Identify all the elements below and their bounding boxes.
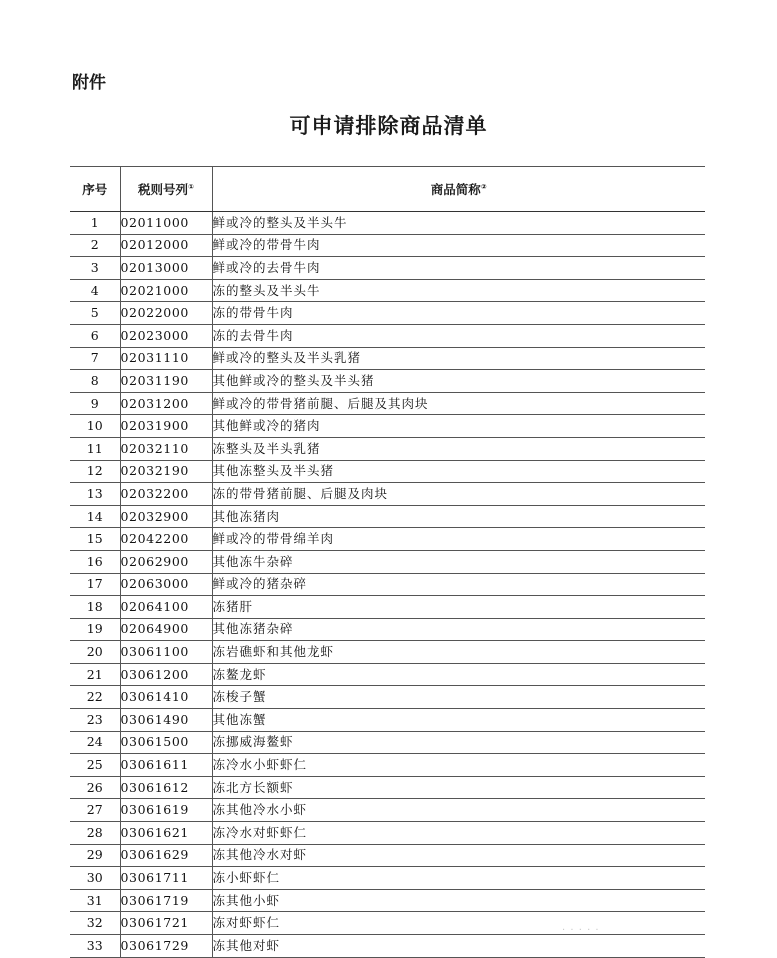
table-row (70, 686, 705, 709)
table-row (70, 324, 705, 347)
watermark: · · · · · (562, 925, 600, 936)
tariff-code-cell: 02021000 (120, 279, 212, 302)
product-name-cell: 冻猪肝 (212, 596, 705, 619)
seq-cell: 13 (70, 483, 120, 506)
tariff-code-cell: 03061410 (120, 686, 212, 709)
seq-cell: 22 (70, 686, 120, 709)
table-row (70, 618, 705, 641)
seq-cell: 11 (70, 437, 120, 460)
table-row (70, 550, 705, 573)
table-row (70, 776, 705, 799)
product-name-cell: 鲜或冷的整头及半头牛 (212, 212, 705, 235)
seq-cell: 21 (70, 663, 120, 686)
table-body (70, 212, 705, 958)
table-row (70, 460, 705, 483)
seq-cell: 4 (70, 279, 120, 302)
seq-cell: 27 (70, 799, 120, 822)
tariff-code-cell: 02063000 (120, 573, 212, 596)
seq-cell: 20 (70, 641, 120, 664)
product-name-cell: 冻岩礁虾和其他龙虾 (212, 641, 705, 664)
seq-cell: 19 (70, 618, 120, 641)
tariff-code-cell: 02032200 (120, 483, 212, 506)
table-row (70, 822, 705, 845)
product-name-cell: 其他冻蟹 (212, 709, 705, 732)
table-row (70, 663, 705, 686)
product-name-cell: 其他冻牛杂碎 (212, 550, 705, 573)
product-name-cell: 其他冻整头及半头猪 (212, 460, 705, 483)
tariff-code-cell: 03061500 (120, 731, 212, 754)
seq-cell: 2 (70, 234, 120, 257)
product-name-cell: 鲜或冷的带骨牛肉 (212, 234, 705, 257)
product-name-cell: 冻鳌龙虾 (212, 663, 705, 686)
seq-cell: 33 (70, 935, 120, 958)
product-name-cell: 其他鲜或冷的整头及半头猪 (212, 370, 705, 393)
seq-cell: 23 (70, 709, 120, 732)
seq-cell: 10 (70, 415, 120, 438)
seq-cell: 29 (70, 844, 120, 867)
product-name-cell: 冻其他冷水小虾 (212, 799, 705, 822)
product-name-cell: 冻的带骨牛肉 (212, 302, 705, 325)
table-row (70, 483, 705, 506)
seq-cell: 7 (70, 347, 120, 370)
product-name-cell: 其他鲜或冷的猪肉 (212, 415, 705, 438)
product-name-cell: 冻的带骨猪前腿、后腿及肉块 (212, 483, 705, 506)
product-name-cell: 冻对虾虾仁 (212, 912, 705, 935)
header-seq: 序号 (70, 167, 120, 212)
product-exclusion-table (70, 166, 705, 958)
tariff-code-cell: 03061100 (120, 641, 212, 664)
tariff-code-cell: 03061721 (120, 912, 212, 935)
table-row (70, 212, 705, 235)
product-name-cell: 鲜或冷的整头及半头乳猪 (212, 347, 705, 370)
document-title: 可申请排除商品清单 (289, 114, 488, 138)
seq-cell: 16 (70, 550, 120, 573)
seq-cell: 25 (70, 754, 120, 777)
table-row (70, 370, 705, 393)
product-name-cell: 冻的去骨牛肉 (212, 324, 705, 347)
tariff-code-cell: 02064900 (120, 618, 212, 641)
product-name-cell: 冻的整头及半头牛 (212, 279, 705, 302)
product-name-cell: 冻其他冷水对虾 (212, 844, 705, 867)
product-name-cell: 冻冷水对虾虾仁 (212, 822, 705, 845)
seq-cell: 17 (70, 573, 120, 596)
table-row (70, 437, 705, 460)
footnote-marker-2: ② (480, 182, 487, 191)
table-row (70, 844, 705, 867)
table-header-row (70, 167, 705, 212)
table-row (70, 867, 705, 890)
footnote-marker-1: ① (188, 182, 194, 191)
seq-cell: 30 (70, 867, 120, 890)
table-row (70, 302, 705, 325)
seq-cell: 31 (70, 889, 120, 912)
seq-cell: 9 (70, 392, 120, 415)
seq-cell: 14 (70, 505, 120, 528)
table-row (70, 641, 705, 664)
seq-cell: 32 (70, 912, 120, 935)
seq-cell: 24 (70, 731, 120, 754)
product-name-cell: 鲜或冷的带骨猪前腿、后腿及其肉块 (212, 392, 705, 415)
seq-cell: 3 (70, 257, 120, 280)
product-name-cell: 冻其他小虾 (212, 889, 705, 912)
table-row (70, 415, 705, 438)
table-row (70, 709, 705, 732)
seq-cell: 1 (70, 212, 120, 235)
product-name-cell: 冻梭子蟹 (212, 686, 705, 709)
product-name-cell: 鲜或冷的猪杂碎 (212, 573, 705, 596)
seq-cell: 15 (70, 528, 120, 551)
table-row (70, 505, 705, 528)
table-row (70, 234, 705, 257)
tariff-code-cell: 02031190 (120, 370, 212, 393)
tariff-code-cell: 03061611 (120, 754, 212, 777)
tariff-code-cell: 02013000 (120, 257, 212, 280)
product-name-cell: 冻整头及半头乳猪 (212, 437, 705, 460)
tariff-code-cell: 03061729 (120, 935, 212, 958)
seq-cell: 12 (70, 460, 120, 483)
tariff-code-cell: 03061621 (120, 822, 212, 845)
tariff-code-cell: 02031900 (120, 415, 212, 438)
tariff-code-cell: 03061711 (120, 867, 212, 890)
product-name-cell: 冻冷水小虾虾仁 (212, 754, 705, 777)
seq-cell: 5 (70, 302, 120, 325)
tariff-code-cell: 02031200 (120, 392, 212, 415)
attachment-label: 附件 (72, 73, 106, 93)
tariff-code-cell: 02042200 (120, 528, 212, 551)
table-row (70, 799, 705, 822)
product-name-cell: 其他冻猪肉 (212, 505, 705, 528)
table-row (70, 754, 705, 777)
table-row (70, 596, 705, 619)
table-row (70, 347, 705, 370)
tariff-code-cell: 03061629 (120, 844, 212, 867)
tariff-code-cell: 03061490 (120, 709, 212, 732)
product-name-cell: 鲜或冷的带骨绵羊肉 (212, 528, 705, 551)
tariff-code-cell: 02011000 (120, 212, 212, 235)
table-row (70, 392, 705, 415)
table-row (70, 279, 705, 302)
tariff-code-cell: 02022000 (120, 302, 212, 325)
header-tariff-code: 税则号列① (120, 167, 212, 212)
tariff-code-cell: 03061619 (120, 799, 212, 822)
product-name-cell: 冻挪威海鳌虾 (212, 731, 705, 754)
product-name-cell: 鲜或冷的去骨牛肉 (212, 257, 705, 280)
product-name-cell: 其他冻猪杂碎 (212, 618, 705, 641)
tariff-code-cell: 03061612 (120, 776, 212, 799)
tariff-code-cell: 02031110 (120, 347, 212, 370)
tariff-code-cell: 02032110 (120, 437, 212, 460)
tariff-code-cell: 02023000 (120, 324, 212, 347)
tariff-code-cell: 02062900 (120, 550, 212, 573)
seq-cell: 28 (70, 822, 120, 845)
table-row (70, 573, 705, 596)
tariff-code-cell: 02032900 (120, 505, 212, 528)
table-row (70, 528, 705, 551)
tariff-code-cell: 02064100 (120, 596, 212, 619)
tariff-code-cell: 02012000 (120, 234, 212, 257)
tariff-code-cell: 03061719 (120, 889, 212, 912)
header-product-name: 商品简称② (212, 167, 705, 212)
product-name-cell: 冻其他对虾 (212, 935, 705, 958)
table-row (70, 731, 705, 754)
seq-cell: 18 (70, 596, 120, 619)
seq-cell: 6 (70, 324, 120, 347)
table-row (70, 912, 705, 935)
seq-cell: 8 (70, 370, 120, 393)
table-row (70, 889, 705, 912)
table-row (70, 257, 705, 280)
product-name-cell: 冻小虾虾仁 (212, 867, 705, 890)
tariff-code-cell: 02032190 (120, 460, 212, 483)
product-name-cell: 冻北方长额虾 (212, 776, 705, 799)
tariff-code-cell: 03061200 (120, 663, 212, 686)
seq-cell: 26 (70, 776, 120, 799)
